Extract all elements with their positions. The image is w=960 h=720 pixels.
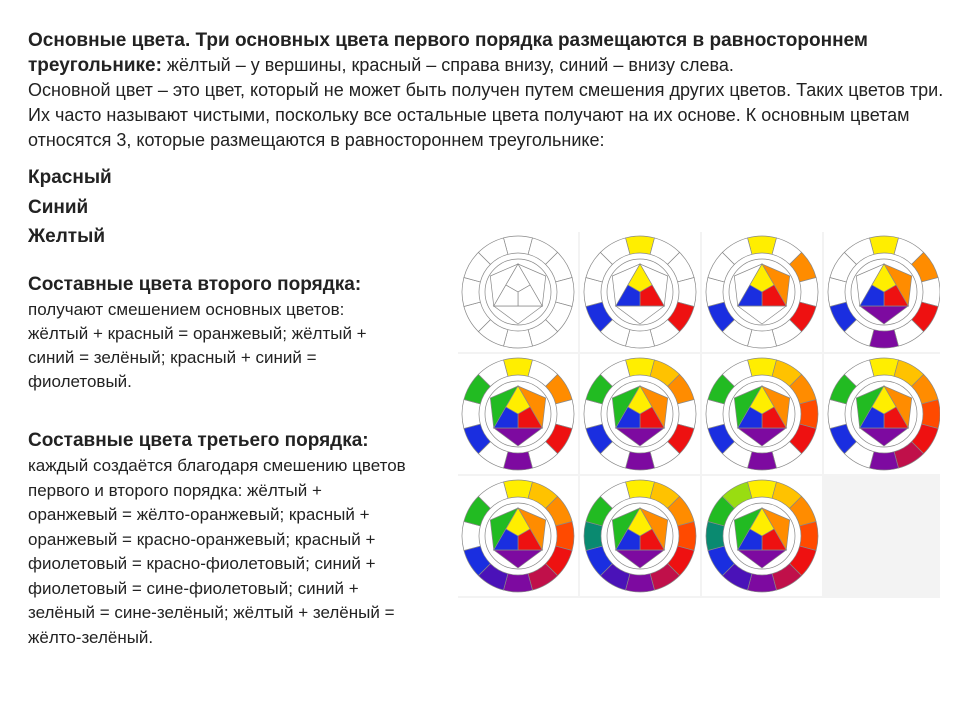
tertiary-line: каждый создаётся благодаря смешению цветов: [28, 456, 406, 475]
wheel-segment-violet: [748, 452, 777, 470]
wheel-segment-yellow: [748, 480, 777, 498]
color-wheel-1: [458, 232, 578, 352]
wheel-segment-blue-green: [706, 400, 724, 429]
wheel-segment-red-orange: [678, 400, 696, 429]
intro-block: [28, 28, 948, 153]
secondary-heading: Составные цвета второго порядка:: [28, 274, 362, 295]
wheel-segment-violet: [626, 452, 655, 470]
wheel-segment-red-orange: [556, 522, 574, 551]
color-wheel-3: [702, 232, 822, 352]
wheel-segment-violet: [626, 574, 655, 592]
wheel-segment-violet: [870, 330, 899, 348]
secondary-line: жёлтый + красный = оранжевый; жёлтый +: [28, 324, 367, 343]
color-wheel-9: [458, 476, 578, 596]
wheel-segment-blue-green: [706, 278, 724, 307]
wheel-segment-yellow: [504, 480, 533, 498]
primary-red: Красный: [28, 167, 112, 188]
wheel-segment-violet: [504, 452, 533, 470]
wheel-segment-red-orange: [922, 400, 940, 429]
tertiary-line: первого и второго порядка: жёлтый +: [28, 480, 322, 500]
wheel-segment-violet: [504, 574, 533, 592]
wheel-segment-violet: [748, 574, 777, 592]
intro-heading-line1: Основные цвета. Три основных цвета первого порядка размещаются в равностороннем: [28, 30, 868, 51]
wheel-segment-blue-green: [462, 522, 480, 551]
secondary-line: фиолетовый.: [28, 372, 132, 391]
tertiary-line: жёлто-зелёный.: [28, 627, 154, 647]
wheel-segment-yellow: [748, 236, 777, 254]
color-wheel-4: [824, 232, 940, 352]
tertiary-line: зелёный = сине-зелёный; жёлтый + зелёный =: [28, 603, 395, 622]
primary-colors-list: [28, 163, 112, 252]
intro-paragraph: Основной цвет – это цвет, который не может быть получен путем смешения других цветов. Таких цветов три. Их часто называют чистыми, поскольку все остальные цвета получают на их основе. К основным цветам относятся 3, которые размещаются в равностороннем треугольнике:: [28, 80, 944, 150]
tertiary-heading: Составные цвета третьего порядка:: [28, 430, 369, 451]
wheel-segment-blue-green: [584, 400, 602, 429]
tertiary-line: оранжевый = красно-оранжевый; красный +: [28, 529, 376, 549]
tertiary-line: оранжевый = жёлто-оранжевый; красный +: [28, 505, 370, 524]
color-wheel-5: [458, 354, 578, 474]
wheel-segment-blue-green: [462, 278, 480, 307]
wheel-segment-blue-green: [462, 400, 480, 429]
primary-yellow: Желтый: [28, 226, 106, 247]
wheel-segment-red-orange: [678, 522, 696, 551]
intro-heading-line2: треугольнике:: [28, 55, 162, 76]
wheel-segment-red-orange: [800, 278, 818, 307]
wheel-segment-blue-green: [584, 278, 602, 307]
color-wheel-10: [580, 476, 700, 596]
wheel-segment-blue-green: [706, 522, 724, 551]
wheel-segment-red-orange: [800, 522, 818, 551]
wheel-segment-yellow: [504, 358, 533, 376]
tertiary-colors-block: [28, 428, 468, 650]
tertiary-line: фиолетовый = красно-фиолетовый; синий +: [28, 554, 376, 573]
wheel-segment-yellow: [748, 358, 777, 376]
wheel-segment-yellow: [626, 236, 655, 254]
wheel-segment-red-orange: [556, 400, 574, 429]
wheel-segment-red-orange: [556, 278, 574, 307]
wheel-segment-yellow: [626, 358, 655, 376]
wheel-segment-yellow: [504, 236, 533, 254]
secondary-colors-block: [28, 272, 458, 394]
secondary-line: синий = зелёный; красный + синий =: [28, 348, 317, 367]
wheel-segment-violet: [626, 330, 655, 348]
secondary-line: получают смешением основных цветов:: [28, 300, 345, 319]
wheel-segment-yellow: [870, 236, 899, 254]
color-wheel-grid: [458, 232, 940, 598]
wheel-segment-red-orange: [922, 278, 940, 307]
color-wheel-illustration: [458, 232, 940, 598]
color-wheel-11: [702, 476, 822, 596]
wheel-segment-red-orange: [678, 278, 696, 307]
wheel-segment-blue-green: [584, 522, 602, 551]
wheel-segment-blue-green: [828, 400, 846, 429]
color-wheel-8: [824, 354, 940, 474]
wheel-segment-violet: [504, 330, 533, 348]
intro-heading-rest: жёлтый – у вершины, красный – справа внизу, синий – внизу слева.: [161, 55, 734, 75]
wheel-segment-yellow: [870, 358, 899, 376]
primary-blue: Синий: [28, 196, 89, 218]
color-wheel-2: [580, 232, 700, 352]
wheel-segment-red-orange: [800, 400, 818, 429]
wheel-segment-violet: [748, 330, 777, 348]
wheel-segment-yellow: [626, 480, 655, 498]
tertiary-line: фиолетовый = сине-фиолетовый; синий +: [28, 578, 359, 598]
wheel-segment-blue-green: [828, 278, 846, 307]
color-wheel-6: [580, 354, 700, 474]
color-wheel-7: [702, 354, 822, 474]
wheel-segment-violet: [870, 452, 899, 470]
